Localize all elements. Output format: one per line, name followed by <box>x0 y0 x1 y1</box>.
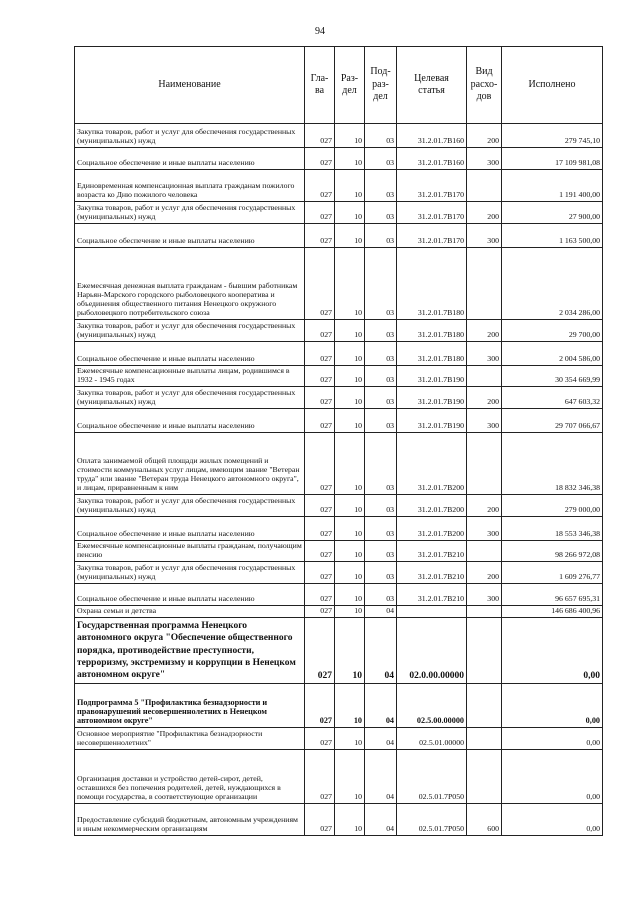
row-section: 10 <box>335 408 365 432</box>
row-expense-type: 600 <box>467 803 502 835</box>
row-chapter: 027 <box>305 617 335 683</box>
row-section: 10 <box>335 224 365 248</box>
row-expense-type: 200 <box>467 494 502 516</box>
row-subsection: 03 <box>365 561 397 583</box>
page-number: 94 <box>315 26 325 37</box>
header-expense-type: Вид расхо- дов <box>467 47 502 124</box>
row-subsection: 03 <box>365 386 397 408</box>
row-expense-type <box>467 605 502 617</box>
row-section: 10 <box>335 386 365 408</box>
row-amount: 1 163 500,00 <box>502 224 603 248</box>
table-row <box>75 366 603 387</box>
row-amount: 279 000,00 <box>502 494 603 516</box>
row-amount: 647 603,32 <box>502 386 603 408</box>
row-chapter: 027 <box>305 386 335 408</box>
table-row <box>75 617 603 683</box>
row-chapter: 027 <box>305 540 335 561</box>
row-section: 10 <box>335 248 365 320</box>
row-chapter: 027 <box>305 561 335 583</box>
row-expense-type: 200 <box>467 202 502 224</box>
row-chapter: 027 <box>305 803 335 835</box>
row-expense-type: 300 <box>467 583 502 605</box>
row-target: 31.2.01.7B190 <box>397 366 467 387</box>
table-row <box>75 727 603 749</box>
row-subsection: 04 <box>365 683 397 727</box>
table-row <box>75 408 603 432</box>
table-row <box>75 124 603 148</box>
table-row <box>75 432 603 494</box>
row-section: 10 <box>335 683 365 727</box>
row-section: 10 <box>335 605 365 617</box>
row-subsection: 03 <box>365 540 397 561</box>
row-section: 10 <box>335 561 365 583</box>
row-name: Социальное обеспечение и иные выплаты населению <box>75 408 305 432</box>
row-expense-type <box>467 727 502 749</box>
row-target: 31.2.01.7B200 <box>397 516 467 540</box>
row-name: Социальное обеспечение и иные выплаты населению <box>75 148 305 170</box>
table-row <box>75 516 603 540</box>
row-subsection: 03 <box>365 583 397 605</box>
row-subsection: 03 <box>365 320 397 342</box>
row-name: Социальное обеспечение и иные выплаты населению <box>75 516 305 540</box>
row-amount: 1 609 276,77 <box>502 561 603 583</box>
row-expense-type: 200 <box>467 320 502 342</box>
row-amount: 27 900,00 <box>502 202 603 224</box>
row-target: 31.2.01.7B160 <box>397 148 467 170</box>
row-target: 02.5.01.00000 <box>397 727 467 749</box>
row-subsection: 03 <box>365 202 397 224</box>
row-target: 02.0.00.00000 <box>397 617 467 683</box>
table-row <box>75 386 603 408</box>
row-chapter: 027 <box>305 202 335 224</box>
row-name: Предоставление субсидий бюджетным, автономным учреждениям и иным некоммерческим организациям <box>75 803 305 835</box>
row-subsection: 04 <box>365 605 397 617</box>
row-subsection: 03 <box>365 170 397 202</box>
row-subsection: 03 <box>365 342 397 366</box>
table-row <box>75 749 603 803</box>
row-subsection: 03 <box>365 124 397 148</box>
row-section: 10 <box>335 366 365 387</box>
row-amount: 0,00 <box>502 727 603 749</box>
row-chapter: 027 <box>305 124 335 148</box>
table-row <box>75 494 603 516</box>
row-expense-type: 200 <box>467 561 502 583</box>
row-target: 31.2.01.7B180 <box>397 248 467 320</box>
row-target: 31.2.01.7B180 <box>397 320 467 342</box>
row-subsection: 03 <box>365 366 397 387</box>
table-row <box>75 170 603 202</box>
row-chapter: 027 <box>305 170 335 202</box>
row-amount: 0,00 <box>502 749 603 803</box>
header-subsection: Под- раз- дел <box>365 47 397 124</box>
row-expense-type: 300 <box>467 516 502 540</box>
row-name: Основное мероприятие "Профилактика безнадзорности несовершеннолетних" <box>75 727 305 749</box>
row-name: Закупка товаров, работ и услуг для обеспечения государственных (муниципальных) нужд <box>75 386 305 408</box>
row-target: 02.5.01.7P050 <box>397 749 467 803</box>
row-amount: 2 004 586,00 <box>502 342 603 366</box>
row-subsection: 03 <box>365 148 397 170</box>
row-section: 10 <box>335 516 365 540</box>
row-amount: 29 700,00 <box>502 320 603 342</box>
row-expense-type: 300 <box>467 148 502 170</box>
row-expense-type: 200 <box>467 124 502 148</box>
row-target: 31.2.01.7B210 <box>397 561 467 583</box>
row-chapter: 027 <box>305 494 335 516</box>
header-executed: Исполнено <box>502 47 603 124</box>
row-chapter: 027 <box>305 342 335 366</box>
table-row <box>75 320 603 342</box>
row-section: 10 <box>335 494 365 516</box>
row-subsection: 03 <box>365 516 397 540</box>
row-expense-type <box>467 540 502 561</box>
row-name: Организация доставки и устройство детей-сирот, детей, оставшихся без попечения родителей, детей, нуждающихся в помощи государства, в соответствующие организации <box>75 749 305 803</box>
row-target: 31.2.01.7B210 <box>397 583 467 605</box>
row-amount: 18 832 346,38 <box>502 432 603 494</box>
row-expense-type <box>467 617 502 683</box>
table-row <box>75 561 603 583</box>
row-subsection: 03 <box>365 432 397 494</box>
row-target: 31.2.01.7B200 <box>397 494 467 516</box>
table-row <box>75 605 603 617</box>
row-amount: 0,00 <box>502 683 603 727</box>
table-row <box>75 224 603 248</box>
row-chapter: 027 <box>305 148 335 170</box>
table-body <box>75 124 603 836</box>
row-chapter: 027 <box>305 583 335 605</box>
row-chapter: 027 <box>305 683 335 727</box>
row-section: 10 <box>335 583 365 605</box>
row-target: 31.2.01.7B210 <box>397 540 467 561</box>
row-section: 10 <box>335 803 365 835</box>
row-name: Закупка товаров, работ и услуг для обеспечения государственных (муниципальных) нужд <box>75 561 305 583</box>
row-expense-type: 200 <box>467 386 502 408</box>
table-row <box>75 248 603 320</box>
row-expense-type <box>467 749 502 803</box>
table-row <box>75 683 603 727</box>
row-section: 10 <box>335 342 365 366</box>
row-subsection: 03 <box>365 224 397 248</box>
table-row <box>75 148 603 170</box>
row-target <box>397 605 467 617</box>
row-amount: 30 354 669,99 <box>502 366 603 387</box>
row-name: Ежемесячные компенсационные выплаты лицам, родившимся в 1932 - 1945 годах <box>75 366 305 387</box>
header-section: Раз- дел <box>335 47 365 124</box>
row-section: 10 <box>335 170 365 202</box>
row-subsection: 04 <box>365 749 397 803</box>
row-target: 31.2.01.7B200 <box>397 432 467 494</box>
row-target: 02.5.01.7P050 <box>397 803 467 835</box>
row-expense-type: 300 <box>467 224 502 248</box>
row-subsection: 03 <box>365 494 397 516</box>
row-amount: 0,00 <box>502 803 603 835</box>
table-header-row <box>75 47 603 124</box>
row-section: 10 <box>335 727 365 749</box>
row-target: 31.2.01.7B170 <box>397 170 467 202</box>
row-section: 10 <box>335 432 365 494</box>
row-subsection: 03 <box>365 248 397 320</box>
row-name: Социальное обеспечение и иные выплаты населению <box>75 583 305 605</box>
row-section: 10 <box>335 617 365 683</box>
row-amount: 29 707 066,67 <box>502 408 603 432</box>
row-amount: 98 266 972,08 <box>502 540 603 561</box>
row-target: 31.2.01.7B160 <box>397 124 467 148</box>
row-target: 02.5.00.00000 <box>397 683 467 727</box>
row-amount: 1 191 400,00 <box>502 170 603 202</box>
row-amount: 18 553 346,38 <box>502 516 603 540</box>
row-amount: 146 686 400,96 <box>502 605 603 617</box>
row-chapter: 027 <box>305 408 335 432</box>
table-row <box>75 583 603 605</box>
row-subsection: 03 <box>365 408 397 432</box>
row-section: 10 <box>335 202 365 224</box>
row-name: Оплата занимаемой общей площади жилых помещений и стоимости коммунальных услуг лицам, имеющим звание "Ветеран труда" или звание "Ветеран труда Ненецкого автономного округа", и лицам, приравненным к ним <box>75 432 305 494</box>
row-section: 10 <box>335 148 365 170</box>
row-section: 10 <box>335 540 365 561</box>
row-section: 10 <box>335 749 365 803</box>
row-expense-type <box>467 432 502 494</box>
header-chapter: Гла- ва <box>305 47 335 124</box>
table-row <box>75 540 603 561</box>
row-chapter: 027 <box>305 749 335 803</box>
row-name: Закупка товаров, работ и услуг для обеспечения государственных (муниципальных) нужд <box>75 202 305 224</box>
row-chapter: 027 <box>305 432 335 494</box>
row-chapter: 027 <box>305 366 335 387</box>
row-amount: 279 745,10 <box>502 124 603 148</box>
row-name: Закупка товаров, работ и услуг для обеспечения государственных (муниципальных) нужд <box>75 494 305 516</box>
row-target: 31.2.01.7B170 <box>397 202 467 224</box>
row-expense-type <box>467 170 502 202</box>
row-name: Охрана семьи и детства <box>75 605 305 617</box>
row-name: Ежемесячная денежная выплата гражданам - бывшим работникам Нарьян-Марского городского рыболовецкого кооператива и объединения общественного питания Ненецкого окружного рыболовецкого потребительского союза <box>75 248 305 320</box>
row-target: 31.2.01.7B190 <box>397 408 467 432</box>
row-chapter: 027 <box>305 516 335 540</box>
row-name: Ежемесячные компенсационные выплаты гражданам, получающим пенсию <box>75 540 305 561</box>
row-name: Социальное обеспечение и иные выплаты населению <box>75 342 305 366</box>
row-amount: 96 657 695,31 <box>502 583 603 605</box>
row-name: Единовременная компенсационная выплата гражданам пожилого возраста ко Дню пожилого человека <box>75 170 305 202</box>
row-expense-type <box>467 683 502 727</box>
row-target: 31.2.01.7B190 <box>397 386 467 408</box>
budget-table <box>74 46 603 836</box>
row-name: Закупка товаров, работ и услуг для обеспечения государственных (муниципальных) нужд <box>75 320 305 342</box>
row-name: Подпрограмма 5 "Профилактика безнадзорности и правонарушений несовершеннолетних в Ненецком автономном округе" <box>75 683 305 727</box>
header-name: Наименование <box>75 47 305 124</box>
row-expense-type <box>467 366 502 387</box>
row-name: Социальное обеспечение и иные выплаты населению <box>75 224 305 248</box>
row-expense-type: 300 <box>467 342 502 366</box>
row-section: 10 <box>335 320 365 342</box>
row-amount: 17 109 981,08 <box>502 148 603 170</box>
row-name: Государственная программа Ненецкого автономного округа "Обеспечение общественного порядка, противодействие преступности, терроризму, экстремизму и коррупции в Ненецком автономном округе" <box>75 617 305 683</box>
row-chapter: 027 <box>305 224 335 248</box>
table-row <box>75 342 603 366</box>
row-chapter: 027 <box>305 320 335 342</box>
table-row <box>75 803 603 835</box>
row-amount: 0,00 <box>502 617 603 683</box>
row-name: Закупка товаров, работ и услуг для обеспечения государственных (муниципальных) нужд <box>75 124 305 148</box>
table-row <box>75 202 603 224</box>
row-chapter: 027 <box>305 727 335 749</box>
row-expense-type <box>467 248 502 320</box>
row-chapter: 027 <box>305 248 335 320</box>
row-target: 31.2.01.7B180 <box>397 342 467 366</box>
row-chapter: 027 <box>305 605 335 617</box>
row-subsection: 04 <box>365 617 397 683</box>
header-target: Целевая статья <box>397 47 467 124</box>
row-subsection: 04 <box>365 727 397 749</box>
row-subsection: 04 <box>365 803 397 835</box>
row-amount: 2 034 286,00 <box>502 248 603 320</box>
row-expense-type: 300 <box>467 408 502 432</box>
row-section: 10 <box>335 124 365 148</box>
row-target: 31.2.01.7B170 <box>397 224 467 248</box>
